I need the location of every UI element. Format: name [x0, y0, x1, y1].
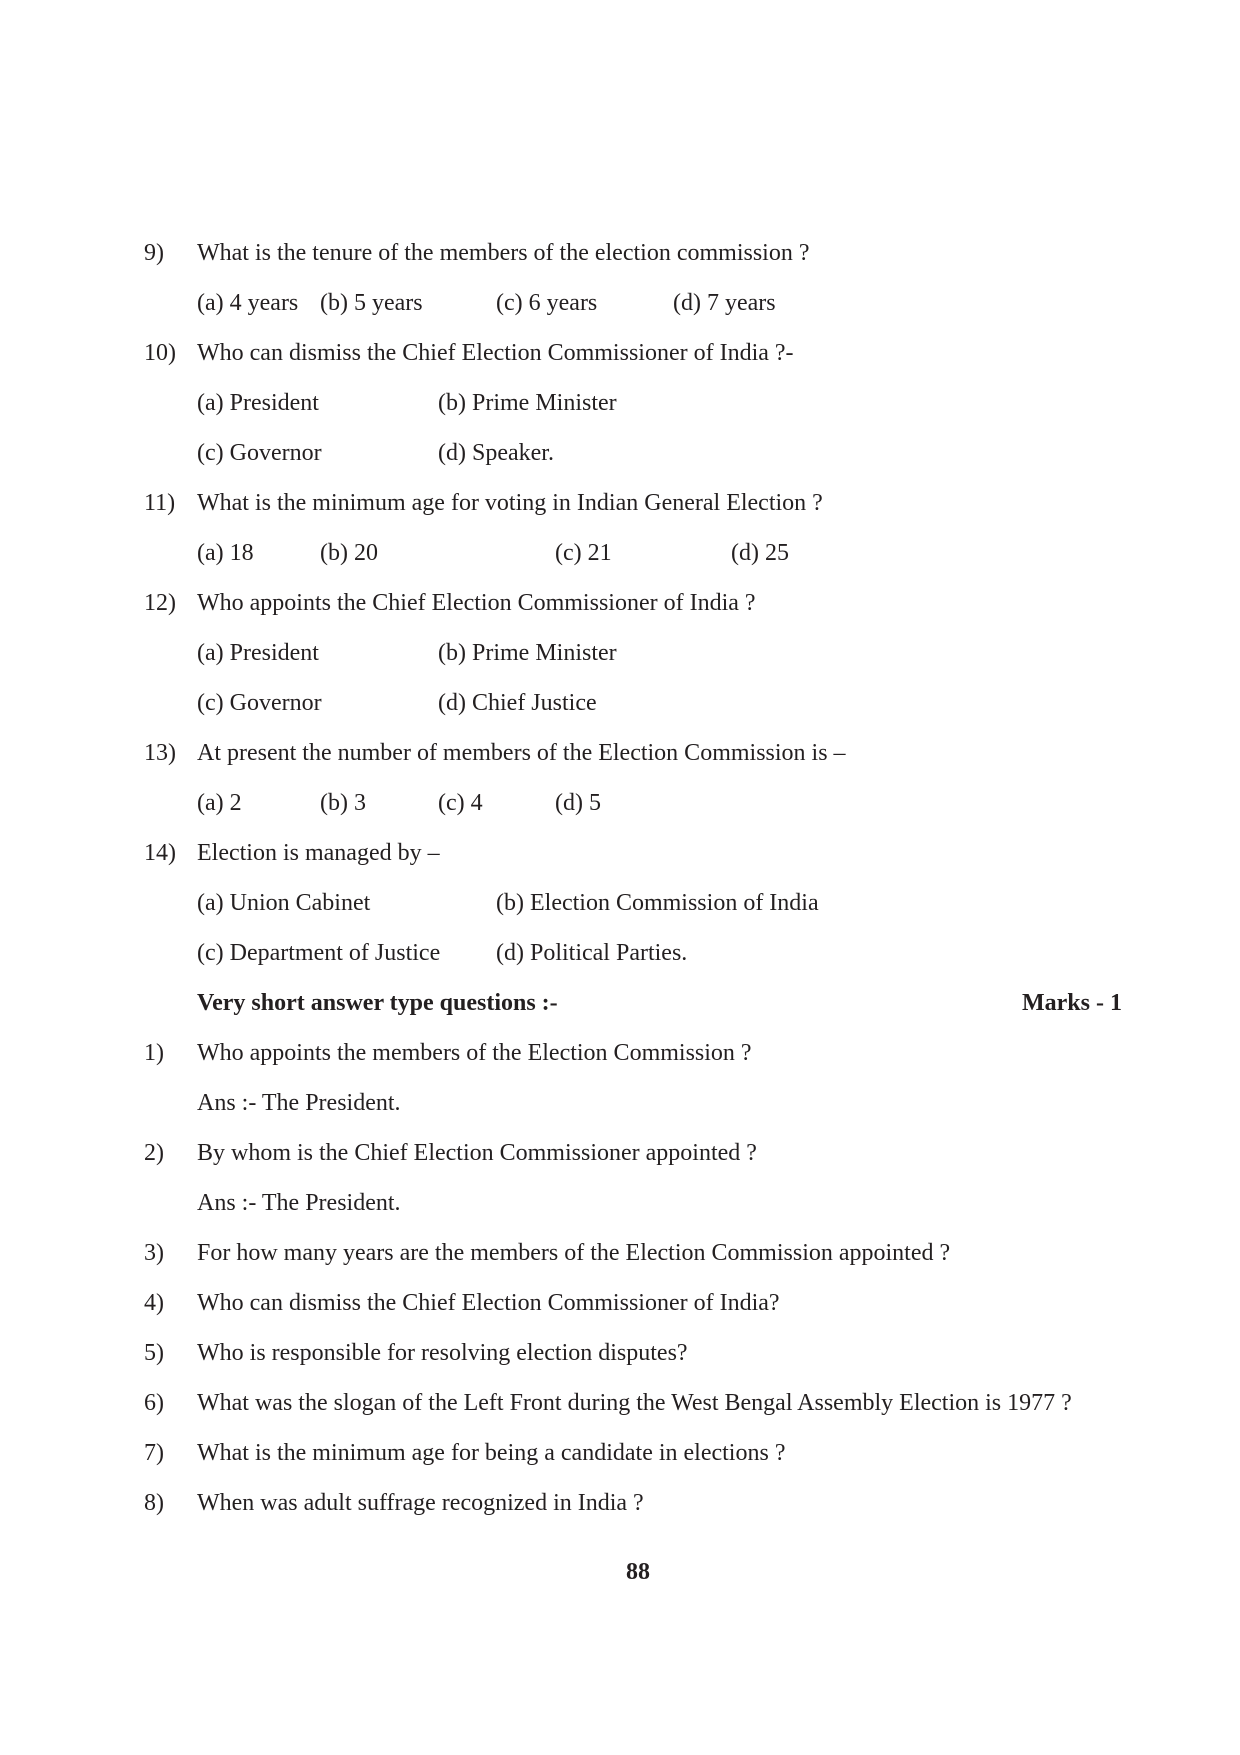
question-number: 11) — [144, 490, 176, 516]
question-text: Who can dismiss the Chief Election Commissioner of India? — [197, 1290, 780, 1316]
option-b: (b) 5 years — [320, 290, 423, 316]
question-text: What is the minimum age for voting in Indian General Election ? — [197, 490, 823, 516]
option-b: (b) 20 — [320, 540, 378, 566]
question-number: 3) — [144, 1240, 164, 1266]
question-text: When was adult suffrage recognized in India ? — [197, 1490, 644, 1516]
question-number: 13) — [144, 740, 176, 766]
option-c: (c) 4 — [438, 790, 483, 816]
question-text: What is the tenure of the members of the election commission ? — [197, 240, 810, 266]
question-text: Who appoints the Chief Election Commissioner of India ? — [197, 590, 756, 616]
option-d: (d) 7 years — [673, 290, 776, 316]
question-text: By whom is the Chief Election Commissioner appointed ? — [197, 1140, 757, 1166]
option-a: (a) 4 years — [197, 290, 299, 316]
option-c: (c) 6 years — [496, 290, 598, 316]
question-number: 12) — [144, 590, 176, 616]
option-c: (c) Governor — [197, 440, 322, 466]
option-d: (d) Political Parties. — [496, 940, 688, 966]
option-a: (a) President — [197, 640, 319, 666]
answer-2: Ans :- The President. — [197, 1190, 401, 1216]
option-d: (d) 5 — [555, 790, 601, 816]
question-text: What is the minimum age for being a candidate in elections ? — [197, 1440, 786, 1466]
question-number: 9) — [144, 240, 164, 266]
option-a: (a) Union Cabinet — [197, 890, 371, 916]
option-d: (d) 25 — [731, 540, 789, 566]
option-c: (c) Governor — [197, 690, 322, 716]
option-a: (a) 2 — [197, 790, 242, 816]
marks-label: Marks - 1 — [1022, 990, 1122, 1016]
question-number: 5) — [144, 1340, 164, 1366]
option-b: (b) Election Commission of India — [496, 890, 819, 916]
section-heading: Very short answer type questions :- — [197, 990, 558, 1016]
question-number: 2) — [144, 1140, 164, 1166]
question-text: At present the number of members of the Election Commission is – — [197, 740, 846, 766]
question-number: 1) — [144, 1040, 164, 1066]
question-number: 4) — [144, 1290, 164, 1316]
page-number: 88 — [626, 1559, 650, 1585]
option-c: (c) 21 — [555, 540, 612, 566]
option-d: (d) Speaker. — [438, 440, 554, 466]
question-text: Who appoints the members of the Election Commission ? — [197, 1040, 752, 1066]
question-number: 6) — [144, 1390, 164, 1416]
option-c: (c) Department of Justice — [197, 940, 441, 966]
option-a: (a) 18 — [197, 540, 254, 566]
option-b: (b) 3 — [320, 790, 366, 816]
question-number: 10) — [144, 340, 176, 366]
answer-1: Ans :- The President. — [197, 1090, 401, 1116]
option-b: (b) Prime Minister — [438, 640, 617, 666]
question-text: Who is responsible for resolving election disputes? — [197, 1340, 688, 1366]
question-number: 8) — [144, 1490, 164, 1516]
question-number: 7) — [144, 1440, 164, 1466]
question-text: Who can dismiss the Chief Election Commissioner of India ?- — [197, 340, 794, 366]
option-d: (d) Chief Justice — [438, 690, 597, 716]
question-text: Election is managed by – — [197, 840, 440, 866]
option-b: (b) Prime Minister — [438, 390, 617, 416]
option-a: (a) President — [197, 390, 319, 416]
question-number: 14) — [144, 840, 176, 866]
question-text: What was the slogan of the Left Front during the West Bengal Assembly Election is 1977 ? — [197, 1390, 1072, 1416]
question-text: For how many years are the members of the Election Commission appointed ? — [197, 1240, 951, 1266]
